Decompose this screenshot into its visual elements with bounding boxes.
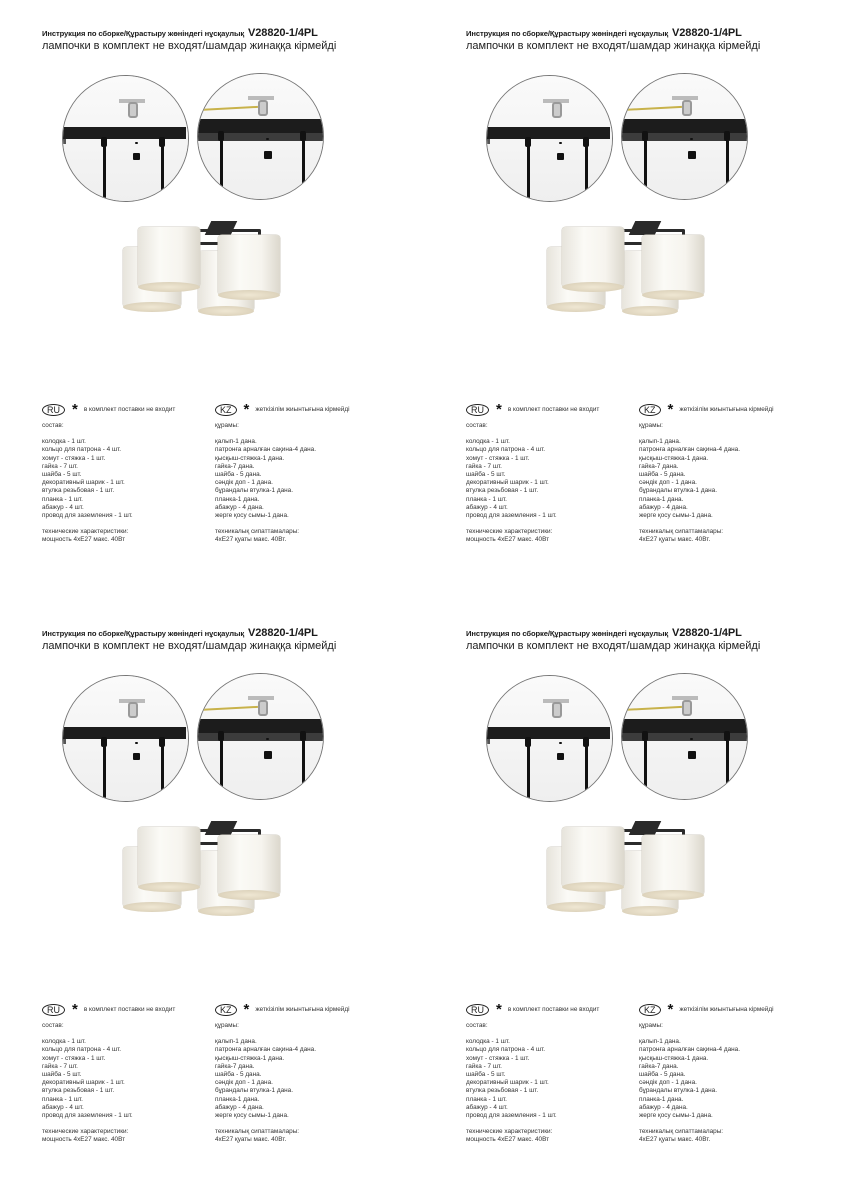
list-item: қысқыш-стяжка-1 дана. [215,1054,285,1062]
ru-column [466,403,599,544]
ru-parts-list [42,438,175,520]
mounting-detail-image-left [486,75,613,202]
model-number: V28820-1/4PL [672,627,742,639]
list-item: патронға арналған сақина-4 дана. [215,446,317,454]
instruction-sheet-top-left [0,0,424,600]
instruction-title [42,627,318,639]
list-item: шайба - 5 шт. [42,1070,82,1078]
kz-composition-label: құрамы: [639,422,663,429]
list-item: жерге қосу сымы-1 дана. [639,1111,713,1119]
ru-column [42,403,175,544]
list-item: колодка - 1 шт. [466,438,510,446]
list-item: планка-1 дана. [215,495,260,503]
list-item: шайба - 5 дана. [215,1070,262,1078]
list-item: абажур - 4 дана. [639,1103,688,1111]
list-item: абажур - 4 шт. [466,503,508,511]
list-item: жерге қосу сымы-1 дана. [639,511,713,519]
list-item: шайба - 5 дана. [639,470,686,478]
bulbs-not-included-note: лампочки в комплект не входят/шамдар жинаққа кірмейді [42,40,337,52]
instruction-sheet-bottom-left [0,600,424,1200]
instruction-title [466,627,742,639]
kz-header [639,403,774,417]
list-item: хомут - стяжка - 1 шт. [42,454,106,462]
list-item: қалып-1 дана. [639,1038,681,1046]
kz-tech-value: 4xE27 қуаты макс. 40Вт. [639,1136,711,1144]
kz-not-included-note: жеткізілім жиынтығына кірмейді [255,405,350,413]
kz-not-included-note: жеткізілім жиынтығына кірмейді [679,405,774,413]
list-item: кольцо для патрона - 4 шт. [466,1046,546,1054]
kz-tech-label: техникалық сипаттамалары: [639,528,724,536]
list-item: кольцо для патрона - 4 шт. [466,446,546,454]
product-lamp-image [542,215,712,325]
asterisk-icon: * [496,401,502,418]
list-item: шайба - 5 шт. [466,470,506,478]
list-item: провод для заземления - 1 шт. [42,511,133,519]
model-number: V28820-1/4PL [672,27,742,39]
ru-column [466,1003,599,1144]
ru-parts-list [466,438,599,520]
product-lamp-image [118,815,288,925]
kz-tech-label: техникалық сипаттамалары: [639,1128,724,1136]
list-item: планка - 1 шт. [466,495,507,503]
list-item: колодка - 1 шт. [42,1038,86,1046]
kz-not-included-note: жеткізілім жиынтығына кірмейді [255,1005,350,1013]
list-item: втулка резьбовая - 1 шт. [42,487,115,495]
list-item: провод для заземления - 1 шт. [42,1111,133,1119]
list-item: гайка-7 дана. [215,462,255,470]
list-item: қысқыш-стяжка-1 дана. [639,454,709,462]
ru-composition-label: состав: [466,1022,488,1029]
list-item: планка-1 дана. [215,1095,260,1103]
asterisk-icon: * [72,401,78,418]
ru-tech-label: технические характеристики: [42,1128,129,1136]
list-item: бұрандалы втулка-1 дана. [215,1087,294,1095]
list-item: қысқыш-стяжка-1 дана. [639,1054,709,1062]
list-item: патронға арналған сақина-4 дана. [215,1046,317,1054]
list-item: кольцо для патрона - 4 шт. [42,1046,122,1054]
kz-composition-label: құрамы: [215,422,239,429]
list-item: патронға арналған сақина-4 дана. [639,1046,741,1054]
mounting-detail-image-left [62,75,189,202]
ru-tech-value: мощность 4xE27 макс. 40Вт [466,536,550,544]
list-item: патронға арналған сақина-4 дана. [639,446,741,454]
ru-composition-label: состав: [42,1022,64,1029]
kz-parts-list [639,1038,774,1120]
mounting-detail-image-right [197,73,324,200]
title-text: Инструкция по сборке/Құрастыру жөніндегі нұсқаулық [42,29,245,38]
list-item: бұрандалы втулка-1 дана. [639,1087,718,1095]
kz-not-included-note: жеткізілім жиынтығына кірмейді [679,1005,774,1013]
instruction-title [42,27,318,39]
list-item: планка-1 дана. [639,495,684,503]
list-item: декоративный шарик - 1 шт. [466,1079,549,1087]
kz-language-badge: KZ [215,1004,237,1016]
list-item: хомут - стяжка - 1 шт. [42,1054,106,1062]
list-item: бұрандалы втулка-1 дана. [639,487,718,495]
list-item: абажур - 4 дана. [215,503,264,511]
ru-language-badge: RU [42,1004,65,1016]
ru-header [466,1003,599,1017]
list-item: гайка-7 дана. [215,1062,255,1070]
mounting-detail-image-right [621,673,748,800]
asterisk-icon: * [72,1001,78,1018]
ru-tech-value: мощность 4xE27 макс. 40Вт [42,1136,126,1144]
title-text: Инструкция по сборке/Құрастыру жөніндегі нұсқаулық [466,629,669,638]
list-item: шайба - 5 шт. [466,1070,506,1078]
ru-tech-label: технические характеристики: [466,1128,553,1136]
list-item: декоративный шарик - 1 шт. [42,1079,125,1087]
list-item: абажур - 4 шт. [466,1103,508,1111]
list-item: колодка - 1 шт. [42,438,86,446]
kz-parts-list [639,438,774,520]
ru-not-included-note: в комплект поставки не входит [507,405,600,413]
list-item: қалып-1 дана. [215,1038,257,1046]
list-item: жерге қосу сымы-1 дана. [215,511,289,519]
kz-column [639,403,774,544]
asterisk-icon: * [243,401,250,418]
instruction-title [466,27,742,39]
list-item: хомут - стяжка - 1 шт. [466,1054,530,1062]
ru-not-included-note: в комплект поставки не входит [83,405,176,413]
kz-tech-label: техникалық сипаттамалары: [215,528,300,536]
list-item: абажур - 4 шт. [42,1103,84,1111]
ru-language-badge: RU [466,1004,489,1016]
list-item: шайба - 5 шт. [42,470,82,478]
list-item: жерге қосу сымы-1 дана. [215,1111,289,1119]
kz-tech-value: 4xE27 қуаты макс. 40Вт. [215,1136,287,1144]
list-item: гайка-7 дана. [639,462,679,470]
ru-not-included-note: в комплект поставки не входит [507,1005,600,1013]
bulbs-not-included-note: лампочки в комплект не входят/шамдар жинаққа кірмейді [466,640,761,652]
list-item: абажур - 4 дана. [215,1103,264,1111]
asterisk-icon: * [667,401,674,418]
list-item: гайка - 7 шт. [42,1062,78,1070]
list-item: декоративный шарик - 1 шт. [42,479,125,487]
list-item: сәндік доп - 1 дана. [639,1079,697,1087]
list-item: гайка - 7 шт. [466,1062,502,1070]
ru-language-badge: RU [42,404,65,416]
ru-not-included-note: в комплект поставки не входит [83,1005,176,1013]
list-item: гайка - 7 шт. [42,462,78,470]
kz-composition-label: құрамы: [215,1022,239,1029]
list-item: гайка-7 дана. [639,1062,679,1070]
mounting-detail-image-right [197,673,324,800]
list-item: втулка резьбовая - 1 шт. [466,1087,539,1095]
list-item: сәндік доп - 1 дана. [639,479,697,487]
kz-composition-label: құрамы: [639,1022,663,1029]
ru-parts-list [466,1038,599,1120]
list-item: қысқыш-стяжка-1 дана. [215,454,285,462]
list-item: втулка резьбовая - 1 шт. [466,487,539,495]
list-item: қалып-1 дана. [639,438,681,446]
instruction-sheet-bottom-right [424,600,848,1200]
mounting-detail-image-left [62,675,189,802]
ru-composition-label: состав: [42,422,64,429]
ru-header [42,1003,175,1017]
title-text: Инструкция по сборке/Құрастыру жөніндегі нұсқаулық [42,629,245,638]
list-item: провод для заземления - 1 шт. [466,511,557,519]
ru-parts-list [42,1038,175,1120]
list-item: декоративный шарик - 1 шт. [466,479,549,487]
kz-tech-value: 4xE27 қуаты макс. 40Вт. [639,536,711,544]
asterisk-icon: * [496,1001,502,1018]
list-item: планка-1 дана. [639,1095,684,1103]
list-item: кольцо для патрона - 4 шт. [42,446,122,454]
list-item: абажур - 4 дана. [639,503,688,511]
list-item: шайба - 5 дана. [639,1070,686,1078]
instruction-sheet-top-right [424,0,848,600]
list-item: абажур - 4 шт. [42,503,84,511]
ru-tech-value: мощность 4xE27 макс. 40Вт [42,536,126,544]
ru-tech-value: мощность 4xE27 макс. 40Вт [466,1136,550,1144]
kz-header [215,1003,350,1017]
list-item: бұрандалы втулка-1 дана. [215,487,294,495]
model-number: V28820-1/4PL [248,27,318,39]
kz-parts-list [215,438,350,520]
ru-tech-label: технические характеристики: [466,528,553,536]
list-item: колодка - 1 шт. [466,1038,510,1046]
model-number: V28820-1/4PL [248,627,318,639]
bulbs-not-included-note: лампочки в комплект не входят/шамдар жинаққа кірмейді [466,40,761,52]
mounting-detail-image-left [486,675,613,802]
asterisk-icon: * [243,1001,250,1018]
title-text: Инструкция по сборке/Құрастыру жөніндегі нұсқаулық [466,29,669,38]
mounting-detail-image-right [621,73,748,200]
list-item: хомут - стяжка - 1 шт. [466,454,530,462]
list-item: втулка резьбовая - 1 шт. [42,1087,115,1095]
list-item: планка - 1 шт. [466,1095,507,1103]
kz-language-badge: KZ [639,1004,661,1016]
asterisk-icon: * [667,1001,674,1018]
bulbs-not-included-note: лампочки в комплект не входят/шамдар жинаққа кірмейді [42,640,337,652]
kz-column [639,1003,774,1144]
ru-column [42,1003,175,1144]
kz-language-badge: KZ [215,404,237,416]
list-item: провод для заземления - 1 шт. [466,1111,557,1119]
kz-tech-label: техникалық сипаттамалары: [215,1128,300,1136]
ru-header [466,403,599,417]
ru-tech-label: технические характеристики: [42,528,129,536]
kz-tech-value: 4xE27 қуаты макс. 40Вт. [215,536,287,544]
kz-language-badge: KZ [639,404,661,416]
kz-header [215,403,350,417]
list-item: сәндік доп - 1 дана. [215,1079,273,1087]
kz-header [639,1003,774,1017]
product-lamp-image [542,815,712,925]
list-item: гайка - 7 шт. [466,462,502,470]
list-item: планка - 1 шт. [42,1095,83,1103]
list-item: сәндік доп - 1 дана. [215,479,273,487]
kz-parts-list [215,1038,350,1120]
list-item: шайба - 5 дана. [215,470,262,478]
list-item: планка - 1 шт. [42,495,83,503]
product-lamp-image [118,215,288,325]
kz-column [215,403,350,544]
ru-composition-label: состав: [466,422,488,429]
list-item: қалып-1 дана. [215,438,257,446]
ru-header [42,403,175,417]
kz-column [215,1003,350,1144]
ru-language-badge: RU [466,404,489,416]
